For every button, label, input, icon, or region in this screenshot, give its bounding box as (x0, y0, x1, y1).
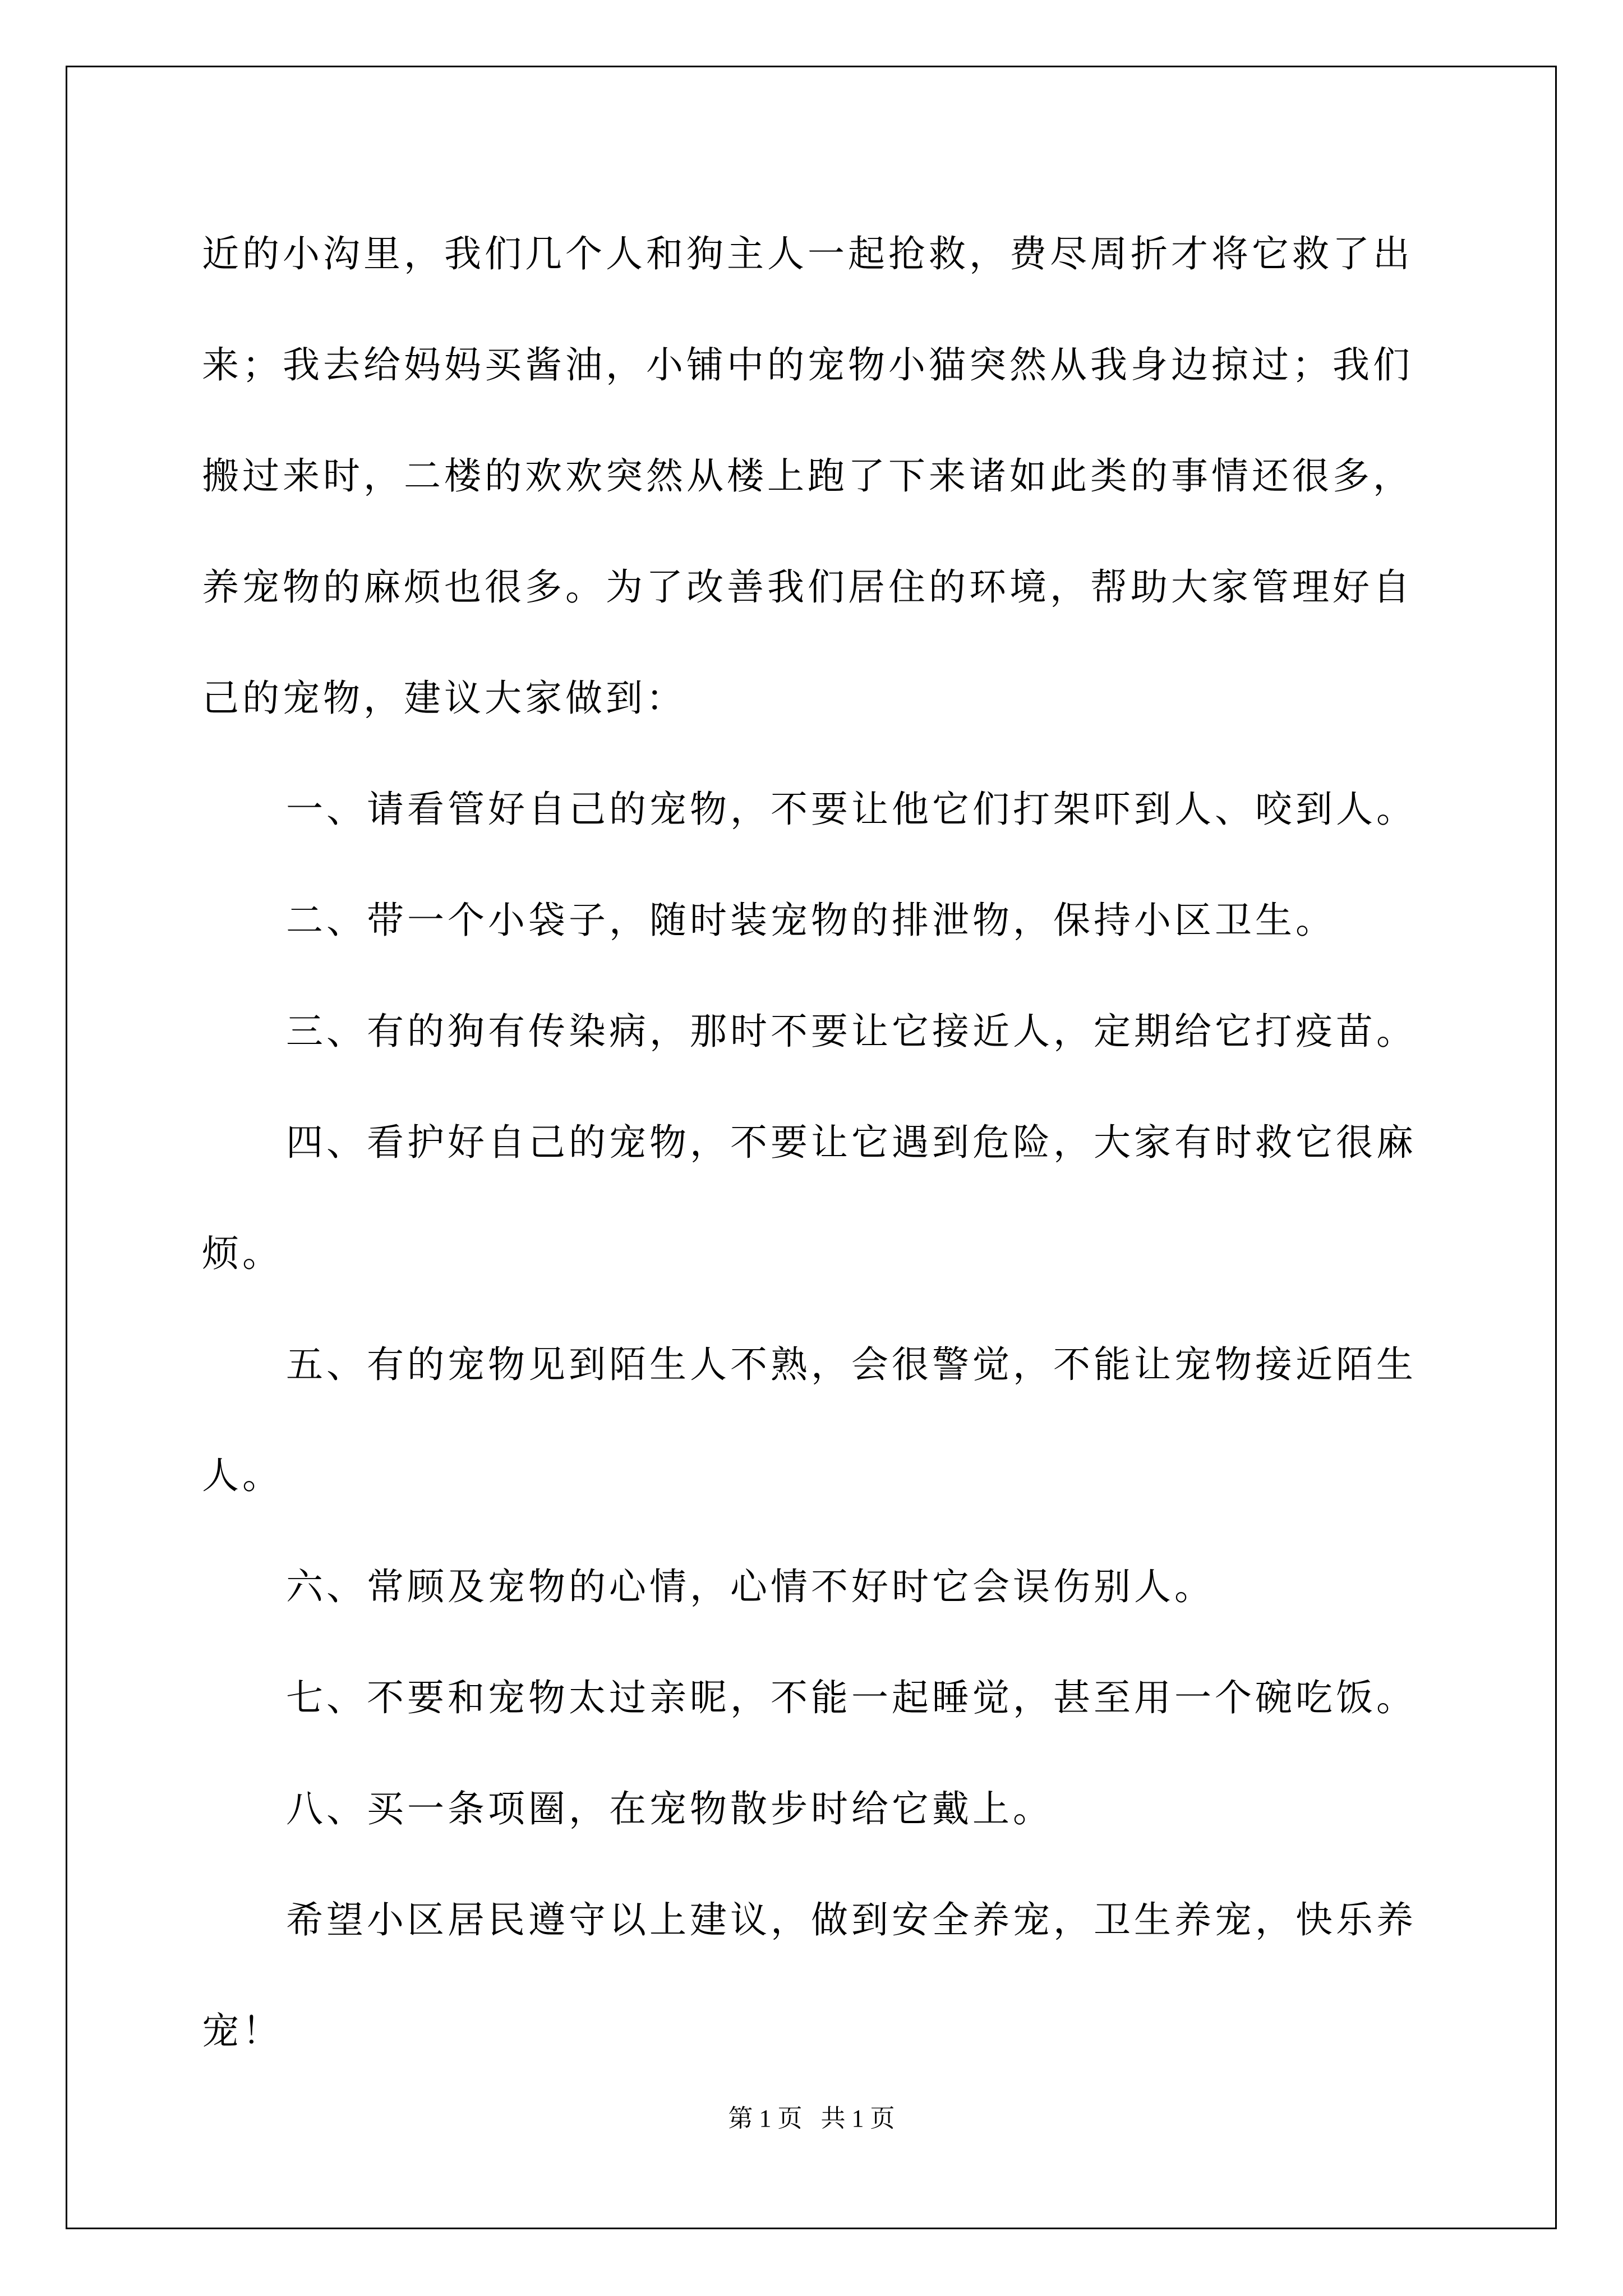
suggestion-6: 六、常顾及宠物的心情，心情不好时它会误伤别人。 (286, 1565, 1215, 1608)
suggestion-3: 三、有的狗有传染病，那时不要让它接近人，定期给它打疫苗。 (286, 1010, 1417, 1053)
suggestion-5: 五、有的宠物见到陌生人不熟，会很警觉，不能让宠物接近陌生 (286, 1343, 1417, 1386)
text-line: 己的宠物，建议大家做到： (202, 677, 686, 720)
text-line: 养宠物的麻烦也很多。为了改善我们居住的环境，帮助大家管理好自 (202, 565, 1413, 609)
text-line: 烦。 (202, 1232, 283, 1275)
page-number-footer: 第 1 页 共 1 页 (728, 2105, 895, 2132)
text-line: 近的小沟里，我们几个人和狗主人一起抢救，费尽周折才将它救了出 (202, 232, 1413, 275)
suggestion-7: 七、不要和宠物太过亲昵，不能一起睡觉，甚至用一个碗吃饭。 (286, 1676, 1417, 1719)
text-line: 搬过来时，二楼的欢欢突然从楼上跑了下来诸如此类的事情还很多， (202, 454, 1413, 498)
text-line: 宠！ (202, 2009, 283, 2053)
suggestion-1: 一、请看管好自己的宠物，不要让他它们打架吓到人、咬到人。 (286, 788, 1417, 831)
document-body (202, 220, 1436, 2108)
suggestion-8: 八、买一条项圈，在宠物散步时给它戴上。 (286, 1787, 1053, 1830)
text-line: 来；我去给妈妈买酱油，小铺中的宠物小猫突然从我身边掠过；我们 (202, 343, 1413, 386)
closing-paragraph: 希望小区居民遵守以上建议，做到安全养宠，卫生养宠，快乐养 (286, 1898, 1417, 1941)
text-line: 人。 (202, 1454, 283, 1497)
suggestion-2: 二、带一个小袋子，随时装宠物的排泄物，保持小区卫生。 (286, 899, 1336, 942)
suggestion-4: 四、看护好自己的宠物，不要让它遇到危险，大家有时救它很麻 (286, 1121, 1417, 1164)
